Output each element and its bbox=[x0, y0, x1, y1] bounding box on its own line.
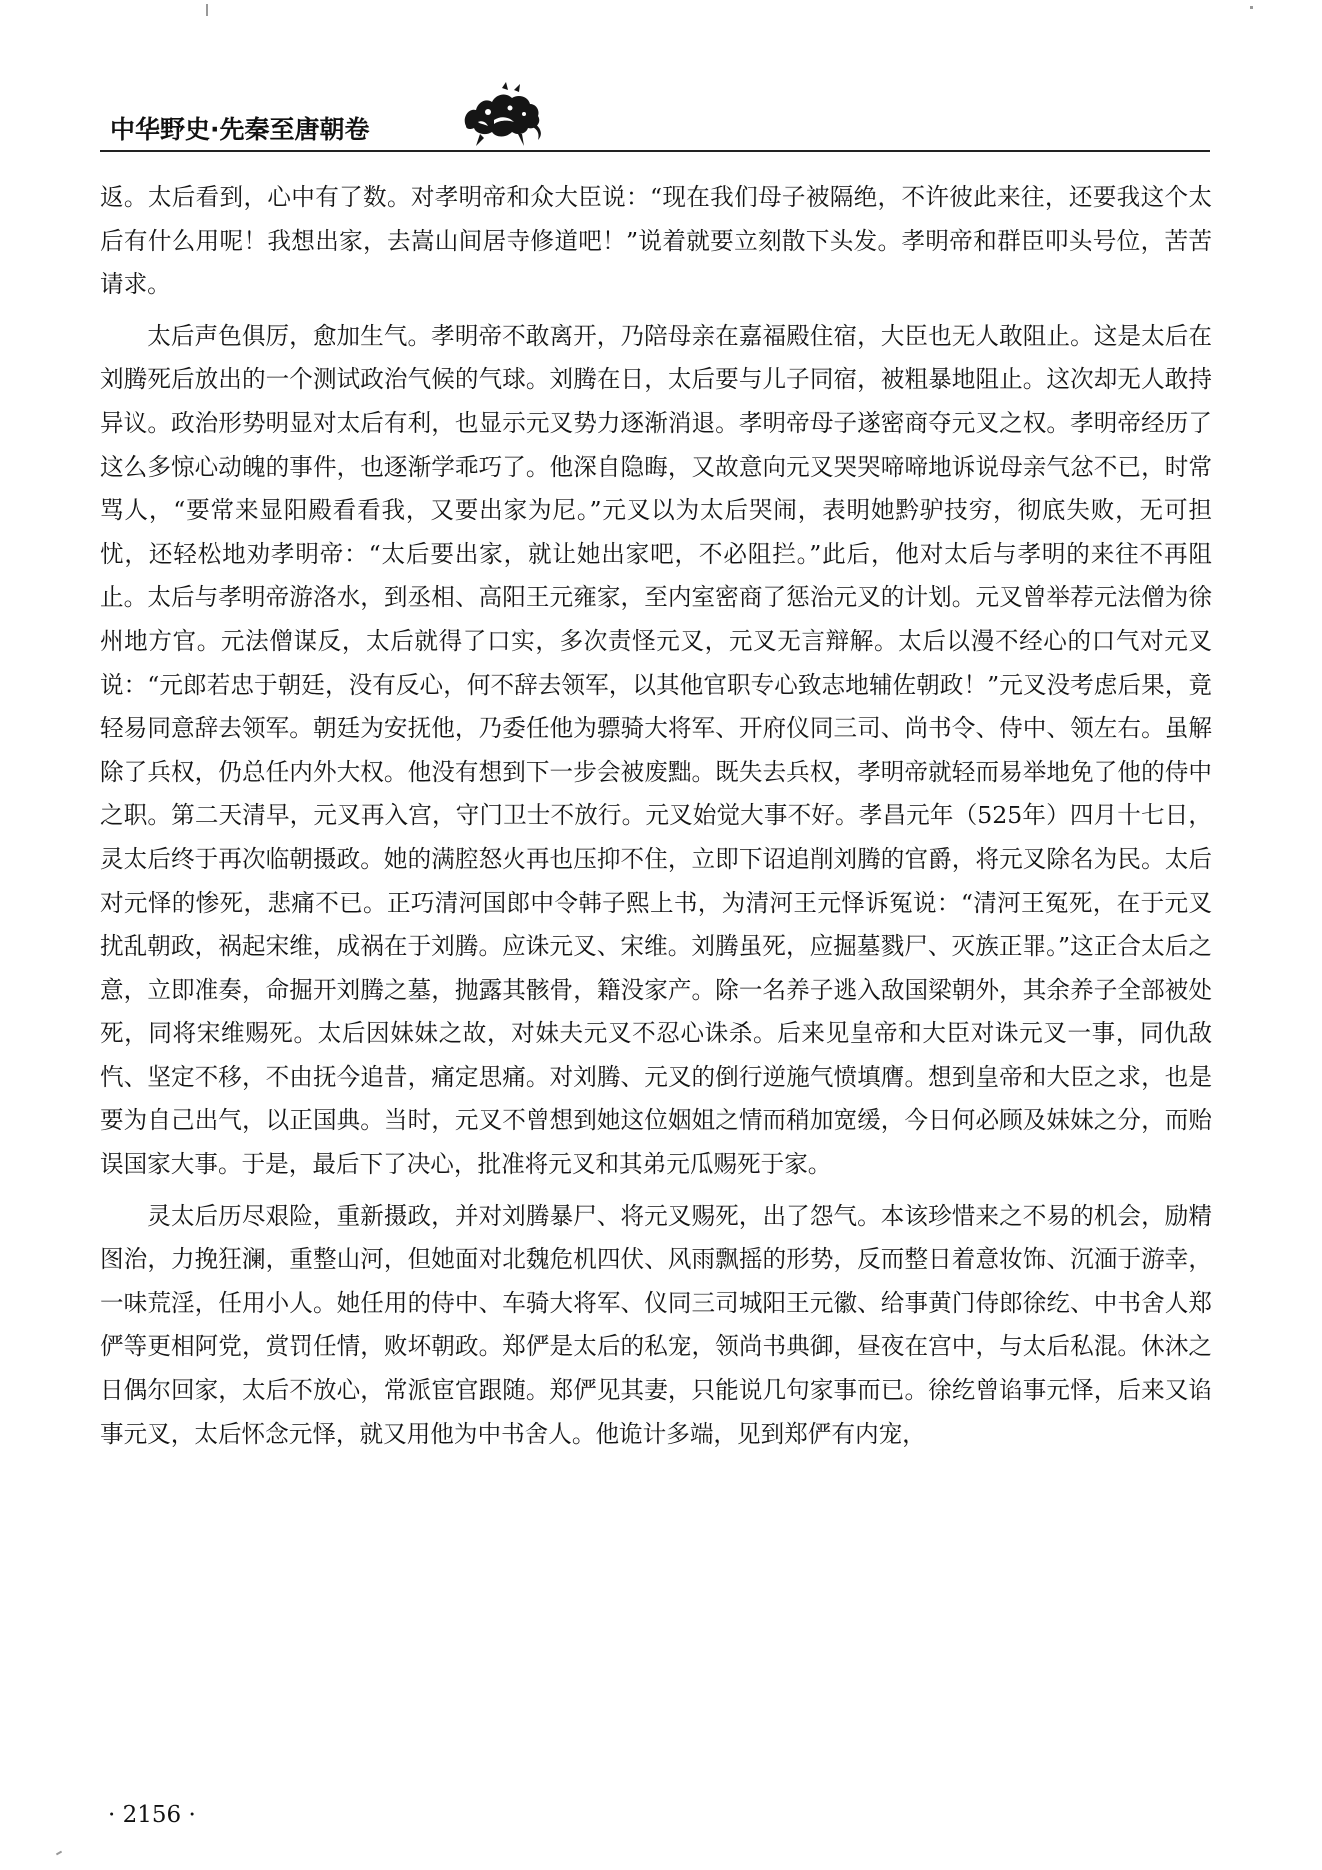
header-rule bbox=[100, 150, 1210, 152]
scan-speck bbox=[206, 4, 208, 16]
paragraph-1: 返。太后看到，心中有了数。对孝明帝和众大臣说：“现在我们母子被隔绝，不许彼此来往，还要我这个太后有什么用呢！我想出家，去嵩山间居寺修道吧！”说着就要立刻散下头发。孝明帝和群臣叩头号位，苦苦请求。 bbox=[100, 183, 1212, 299]
main-text bbox=[100, 176, 1212, 1464]
page-number: · 2156 · bbox=[108, 1802, 196, 1828]
paragraph-3: 灵太后历尽艰险，重新摄政，并对刘腾暴尸、将元叉赐死，出了怨气。本该珍惜来之不易的机会，励精图治，力挽狂澜，重整山河，但她面对北魏危机四伏、风雨飘摇的形势，反而整日着意妆饰、沉湎于游幸，一味荒淫，任用小人。她任用的侍中、车骑大将军、仪同三司城阳王元徽、给事黄门侍郎徐纥、中书舍人郑俨等更相阿党，赏罚任情，败坏朝政。郑俨是太后的私宠，领尚书典御，昼夜在宫中，与太后私混。休沐之日偶尔回家，太后不放心，常派宦官跟随。郑俨见其妻，只能说几句家事而已。徐纥曾谄事元怿，后来又谄事元叉，太后怀念元怿，就又用他为中书舍人。他诡计多端，见到郑俨有内宠， bbox=[100, 1201, 1212, 1448]
dragon-emblem-icon bbox=[458, 82, 544, 148]
paragraph-2: 太后声色俱厉，愈加生气。孝明帝不敢离开，乃陪母亲在嘉福殿住宿，大臣也无人敢阻止。这是太后在刘腾死后放出的一个测试政治气候的气球。刘腾在日，太后要与儿子同宿，被粗暴地阻止。这次却无人敢持异议。政治形势明显对太后有利，也显示元叉势力逐渐消退。孝明帝母子遂密商夺元叉之权。孝明帝经历了这么多惊心动魄的事件，也逐渐学乖巧了。他深自隐晦，又故意向元叉哭哭啼啼地诉说母亲气忿不已，时常骂人，“要常来显阳殿看看我，又要出家为尼。”元叉以为太后哭闹，表明她黔驴技穷，彻底失败，无可担忧，还轻松地劝孝明帝：“太后要出家，就让她出家吧，不必阻拦。”此后，他对太后与孝明的来往不再阻止。太后与孝明帝游洛水，到丞相、高阳王元雍家，至内室密商了惩治元叉的计划。元叉曾举荐元法僧为徐州地方官。元法僧谋反，太后就得了口实，多次责怪元叉，元叉无言辩解。太后以漫不经心的口气对元叉说：“元郎若忠于朝廷，没有反心，何不辞去领军，以其他官职专心致志地辅佐朝政！”元叉没考虑后果，竟轻易同意辞去领军。朝廷为安抚他，乃委任他为骠骑大将军、开府仪同三司、尚书令、侍中、领左右。虽解除了兵权，仍总任内外大权。他没有想到下一步会被废黜。既失去兵权，孝明帝就轻而易举地免了他的侍中之职。第二天清早，元叉再入宫，守门卫士不放行。元叉始觉大事不好。孝昌元年（525年）四月十七日，灵太后终于再次临朝摄政。她的满腔怒火再也压抑不住，立即下诏追削刘腾的官爵，将元叉除名为民。太后对元怿的惨死，悲痛不已。正巧清河国郎中令韩子熙上书，为清河王元怿诉冤说：“清河王冤死，在于元叉扰乱朝政，祸起宋维，成祸在于刘腾。应诛元叉、宋维。刘腾虽死，应掘墓戮尸、灭族正罪。”这正合太后之意，立即准奏，命掘开刘腾之墓，抛露其骸骨，籍没家产。除一名养子逃入敌国梁朝外，其余养子全部被处死，同将宋维赐死。太后因妹妹之故，对妹夫元叉不忍心诛杀。后来见皇帝和大臣对诛元叉一事，同仇敌忾、坚定不移，不由抚今追昔，痛定思痛。对刘腾、元叉的倒行逆施气愤填膺。想到皇帝和大臣之求，也是要为自己出气，以正国典。当时，元叉不曾想到她这位姻姐之情而稍加宽缓，今日何必顾及妹妹之分，而贻误国家大事。于是，最后下了决心，批准将元叉和其弟元瓜赐死于家。 bbox=[100, 321, 1212, 1179]
book-title: 中华野史·先秦至唐朝卷 bbox=[110, 115, 370, 144]
running-header bbox=[100, 80, 1210, 152]
scan-speck bbox=[56, 1851, 62, 1856]
scan-speck bbox=[1250, 6, 1253, 9]
